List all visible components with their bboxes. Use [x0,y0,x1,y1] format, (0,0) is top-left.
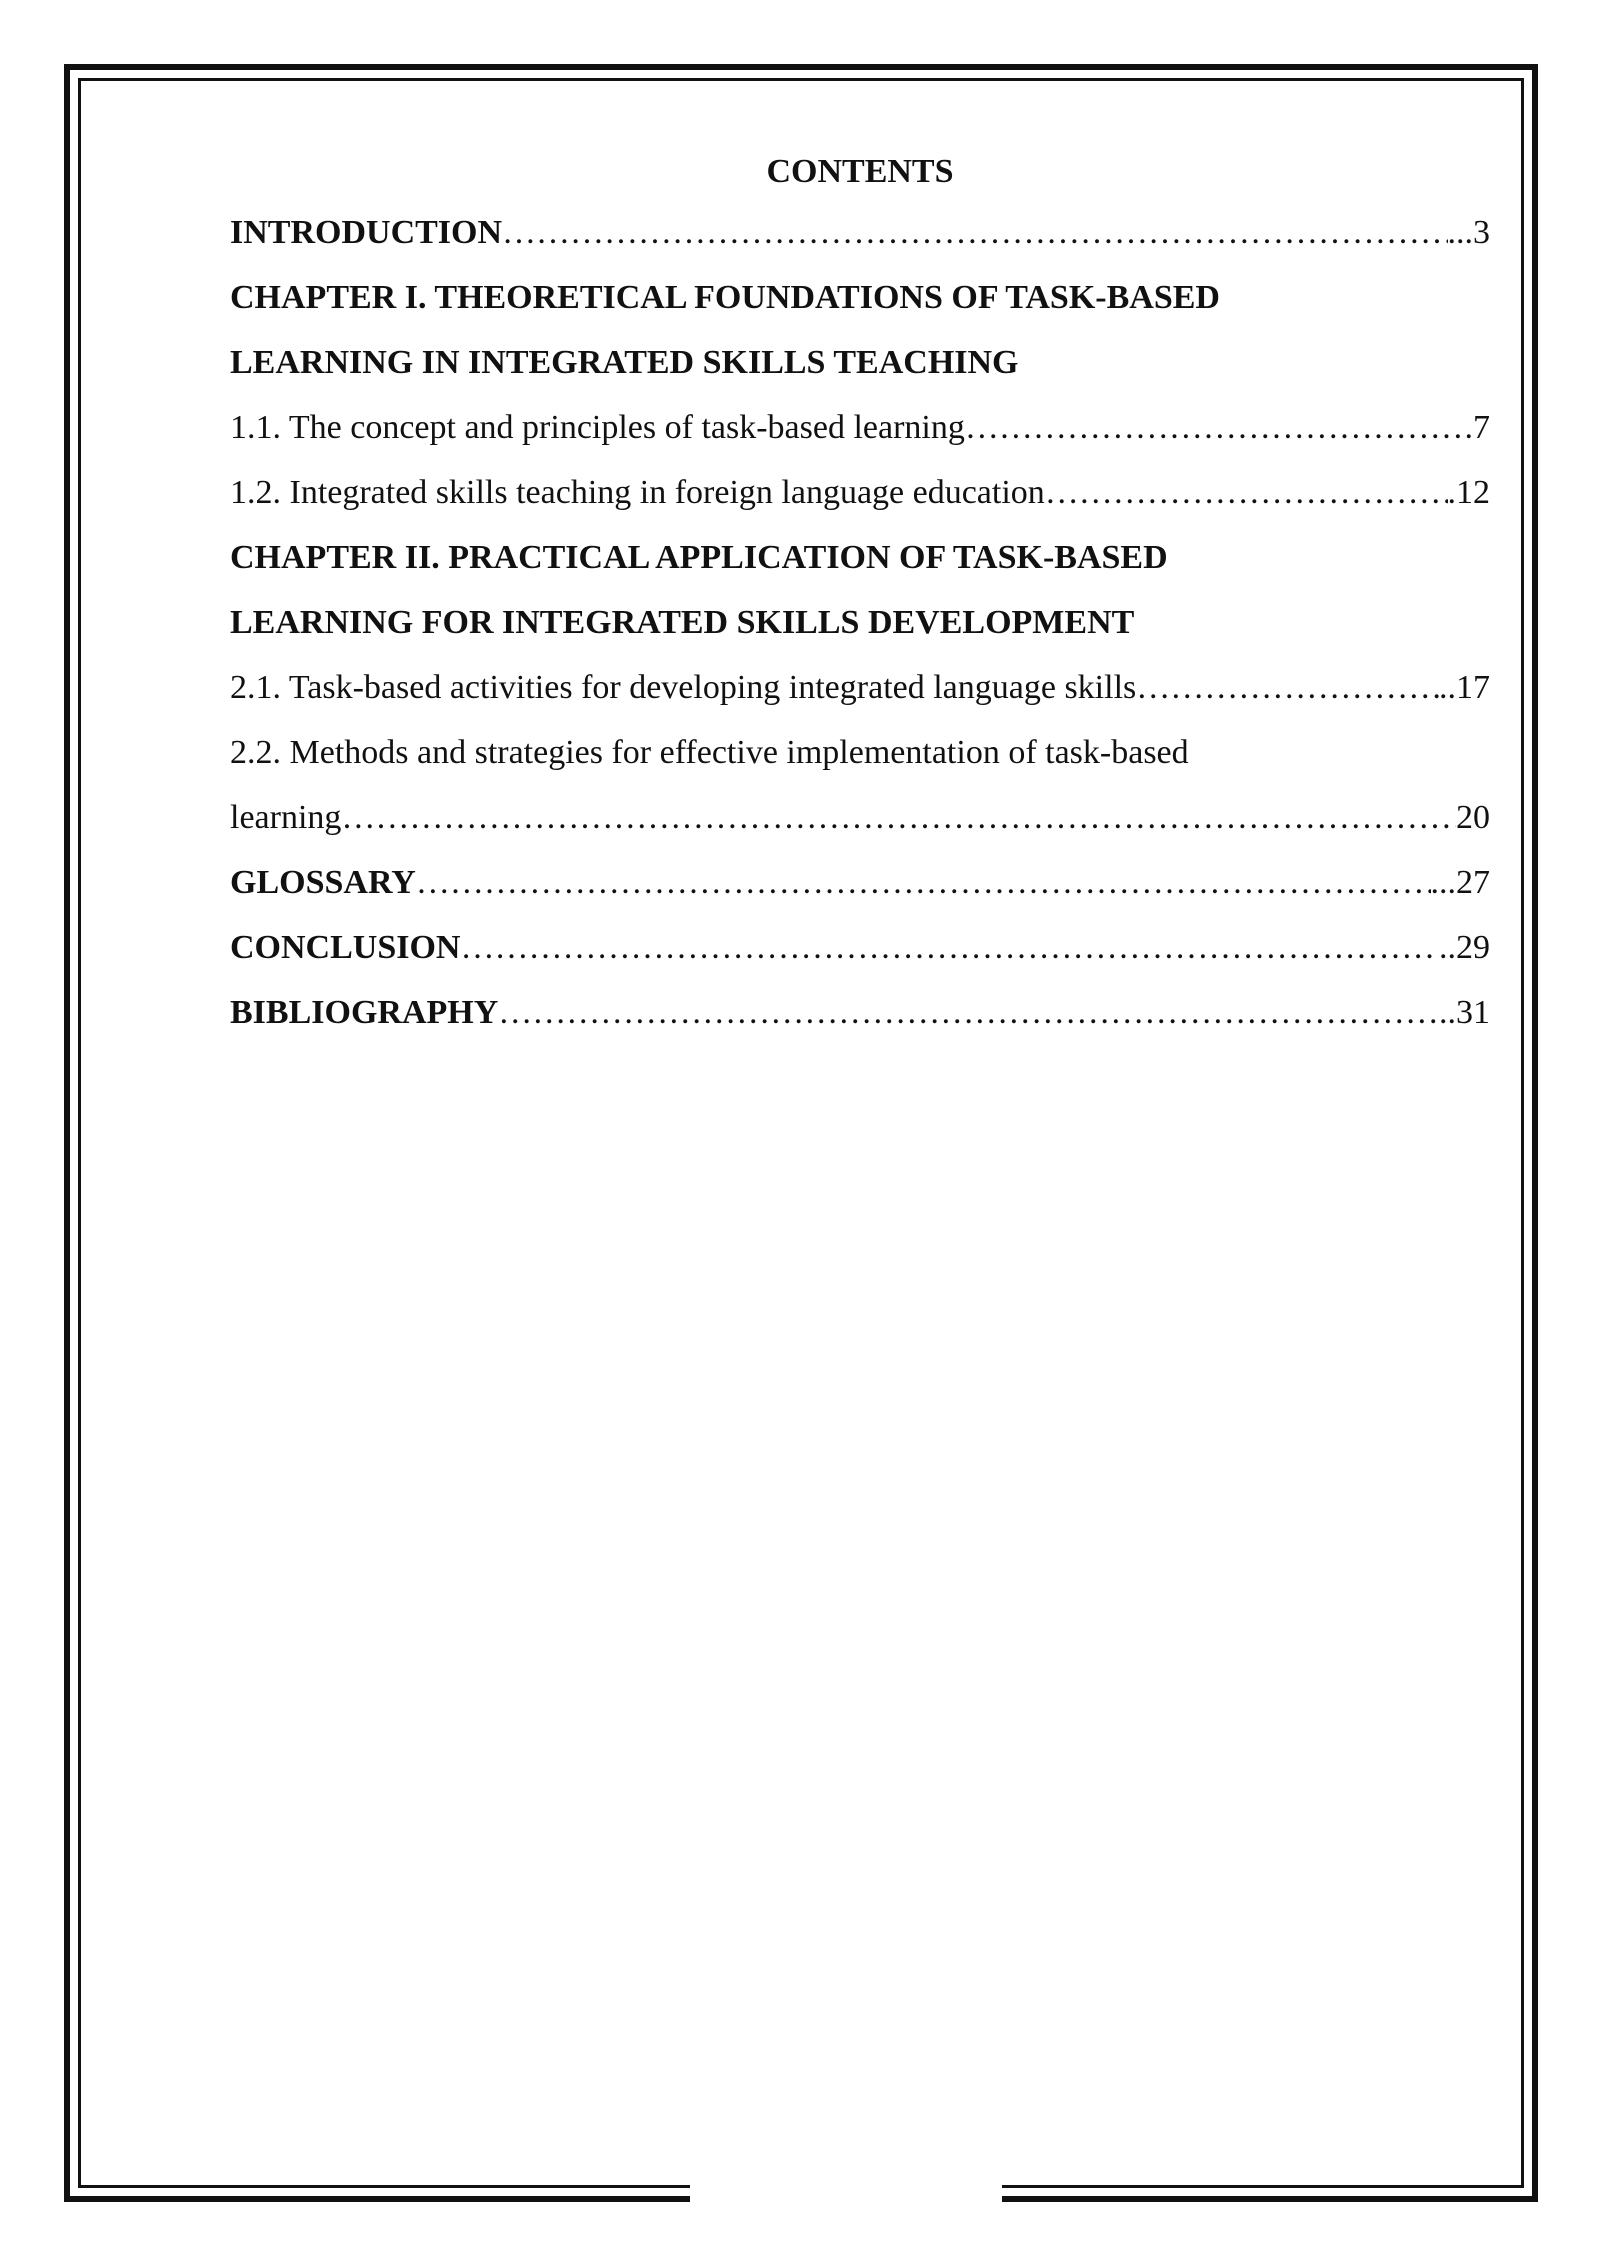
toc-title: CONTENTS [766,153,954,190]
toc-dot-leader [502,200,1447,265]
toc-entry-label: 2.2. Methods and strategies for effective implementation of task-based [230,734,1189,771]
toc-dot-leader [341,785,1456,850]
toc-entry-bibliography[interactable] [230,980,1490,1045]
toc-entry-label: 2.1. Task-based activities for developing integrated language skills [230,669,1137,706]
toc-entry-label: INTRODUCTION [230,214,503,251]
toc-dot-leader [1136,655,1439,720]
toc-entry-1-2[interactable] [230,460,1490,525]
toc-page-number: ..31 [1439,994,1490,1031]
toc-dot-leader [416,850,1431,915]
toc-entry-label: 1.1. The concept and principles of task-based learning [230,409,965,446]
toc-entry-2-2-line-1[interactable] [230,720,1490,785]
toc-dot-leader [965,395,1465,460]
table-of-contents [230,150,1490,1045]
toc-dot-leader [1045,460,1448,525]
toc-entry-label: 1.2. Integrated skills teaching in foreign language education [230,474,1045,511]
toc-entry-introduction[interactable] [230,200,1490,265]
toc-page-number: .12 [1447,474,1490,511]
toc-chapter-2-heading-line-2[interactable] [230,590,1490,655]
toc-dot-leader [498,980,1439,1045]
toc-page-number: ...3 [1447,214,1490,251]
toc-entry-label: BIBLIOGRAPHY [230,994,499,1031]
toc-chapter-heading: LEARNING FOR INTEGRATED SKILLS DEVELOPMENT [230,604,1135,641]
toc-page-number: .7 [1464,409,1490,446]
toc-chapter-heading: CHAPTER II. PRACTICAL APPLICATION OF TASK-BASED [230,539,1168,576]
toc-chapter-heading: LEARNING IN INTEGRATED SKILLS TEACHING [230,344,1019,381]
toc-entry-2-2-line-2[interactable] [230,785,1490,850]
toc-page-number: 20 [1456,799,1490,836]
toc-entry-glossary[interactable] [230,850,1490,915]
toc-entry-1-1[interactable] [230,395,1490,460]
toc-dot-leader [460,915,1439,980]
toc-entry-label: learning [230,799,342,836]
toc-chapter-2-heading-line-1[interactable] [230,525,1490,590]
toc-page-number: ...27 [1430,864,1490,901]
toc-entry-label: CONCLUSION [230,929,461,966]
toc-entry-label: GLOSSARY [230,864,416,901]
toc-entry-conclusion[interactable] [230,915,1490,980]
border-gap [690,2170,1002,2210]
toc-page-number: ..29 [1439,929,1490,966]
toc-entry-2-1[interactable] [230,655,1490,720]
toc-chapter-1-heading-line-1[interactable] [230,265,1490,330]
toc-page-number: ..17 [1439,669,1490,706]
toc-chapter-heading: CHAPTER I. THEORETICAL FOUNDATIONS OF TASK-BASED [230,279,1220,316]
toc-chapter-1-heading-line-2[interactable] [230,330,1490,395]
